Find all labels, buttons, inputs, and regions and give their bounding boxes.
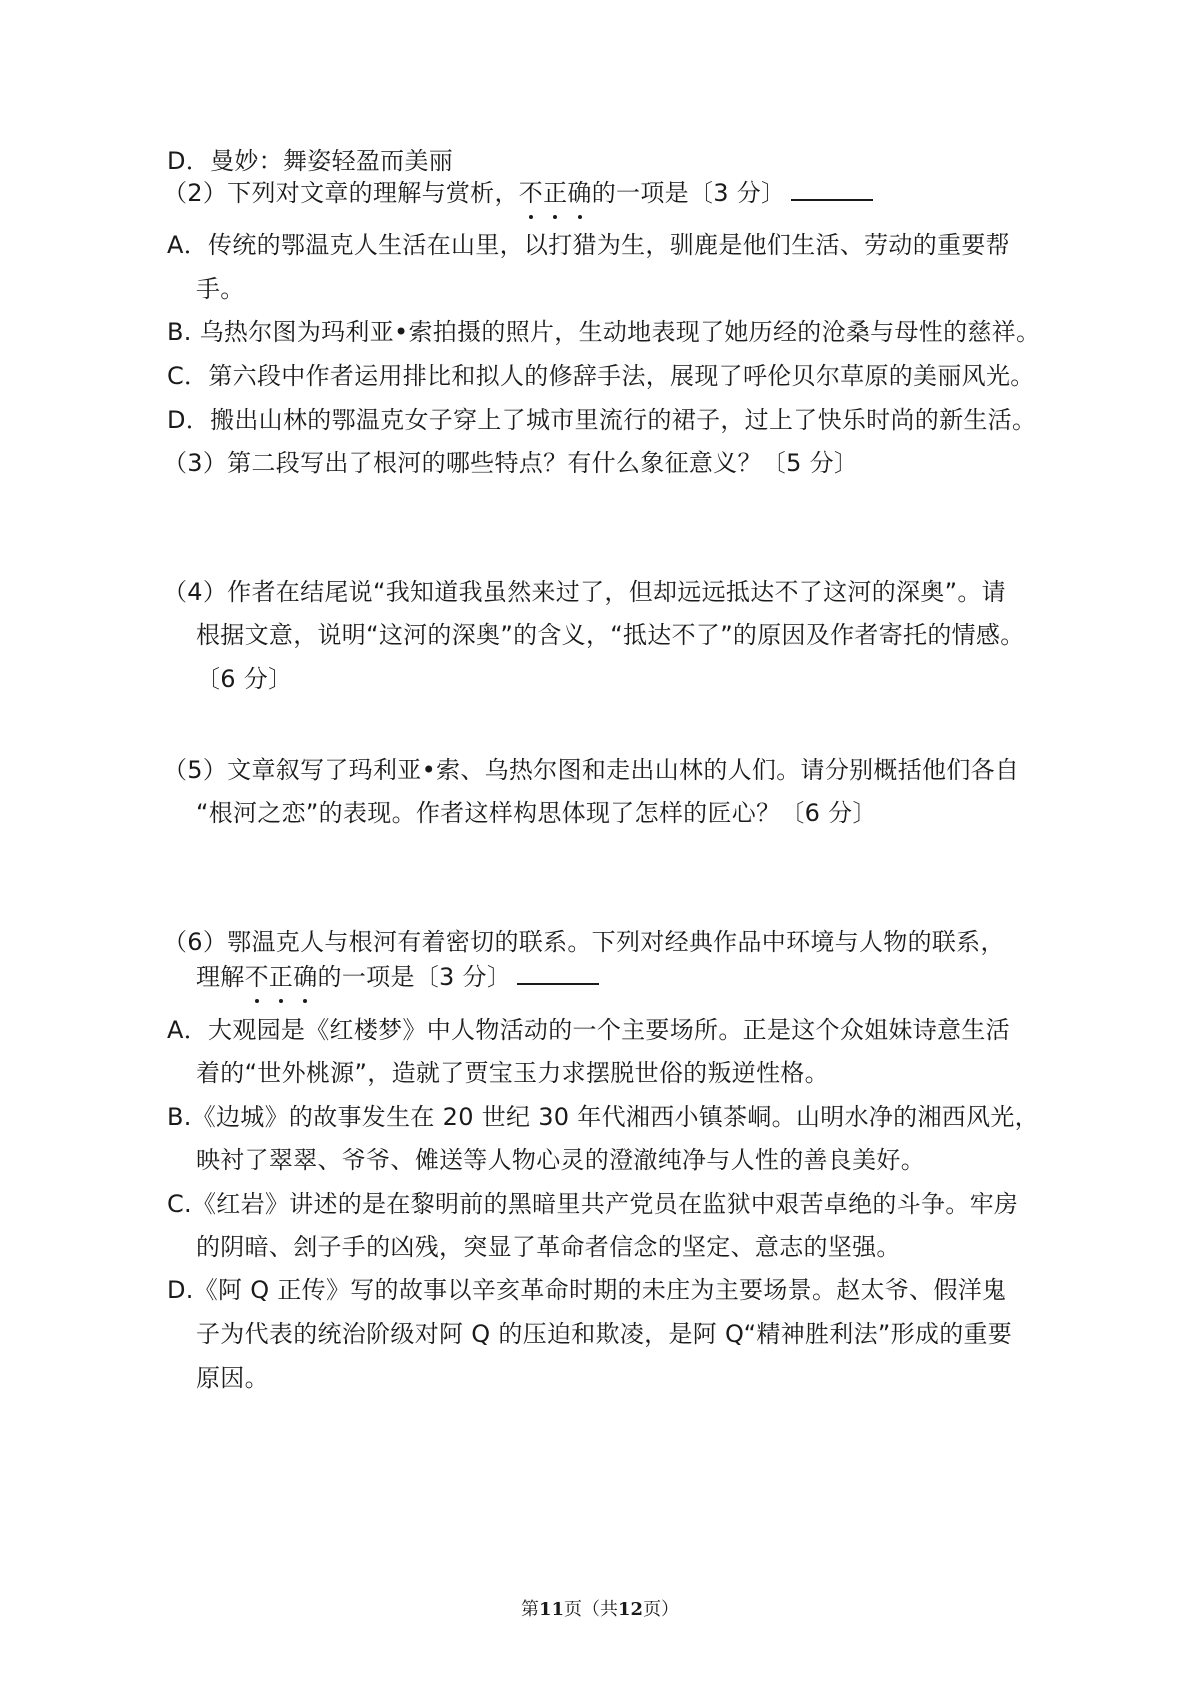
question-3-stem: （3）第二段写出了根河的哪些特点？有什么象征意义？〔5 分〕 [163, 449, 859, 477]
question-6-option-a: A．大观园是《红楼梦》中人物活动的一个主要场所。正是这个众姐妹诗意生活 [167, 1016, 1010, 1044]
question-6-option-d: D.《阿 Q 正传》写的故事以辛亥革命时期的未庄为主要场景。赵太爷、假洋鬼 [167, 1276, 1007, 1304]
emphasis-char: 不 [245, 960, 269, 994]
question-2-option-a-cont: 手。 [196, 275, 245, 303]
question-4-line-3: 〔6 分〕 [196, 665, 293, 693]
question-5-line-1: （5）文章叙写了玛利亚•索、乌热尔图和走出山林的人们。请分别概括他们各自 [163, 756, 1020, 784]
page-footer: 第11页（共12页） [520, 1599, 680, 1620]
emphasis-char: 正 [269, 960, 293, 994]
question-4-line-1: （4）作者在结尾说“我知道我虽然来过了，但却远远抵达不了这河的深奥”。请 [163, 578, 1006, 606]
answer-blank [791, 177, 873, 201]
option-d-text: D．曼妙：舞姿轻盈而美丽 [167, 147, 454, 175]
question-5-line-2: “根河之恋”的表现。作者这样构思体现了怎样的匠心？〔6 分〕 [196, 799, 877, 827]
question-6-option-a-cont: 着的“世外桃源”，造就了贾宝玉力求摆脱世俗的叛逆性格。 [196, 1059, 829, 1087]
emphasis-char: 确 [293, 960, 317, 994]
emphasis-char: 正 [543, 176, 567, 210]
question-6-option-b: B.《边城》的故事发生在 20 世纪 30 年代湘西小镇茶峒。山明水净的湘西风光， [167, 1103, 1039, 1131]
page-total: 12 [618, 1599, 644, 1620]
answer-blank [517, 961, 599, 985]
question-6-option-d-end: 原因。 [196, 1364, 269, 1392]
question-2-option-d: D．搬出山林的鄂温克女子穿上了城市里流行的裙子，过上了快乐时尚的新生活。 [167, 406, 1037, 434]
emphasis-char: 确 [567, 176, 591, 210]
question-2-option-c: C．第六段中作者运用排比和拟人的修辞手法，展现了呼伦贝尔草原的美丽风光。 [167, 362, 1035, 390]
question-6-option-c-cont: 的阴暗、刽子手的凶残，突显了革命者信念的坚定、意志的坚强。 [196, 1233, 901, 1261]
question-6-line-1: （6）鄂温克人与根河有着密切的联系。下列对经典作品中环境与人物的联系， [163, 928, 1005, 956]
page-number: 11 [538, 1599, 564, 1620]
question-4-line-2: 根据文意，说明“这河的深奥”的含义，“抵达不了”的原因及作者寄托的情感。 [196, 621, 1025, 649]
question-6-line-2: 理解不正确的一项是〔3 分〕 [196, 960, 599, 994]
question-6-option-c: C.《红岩》讲述的是在黎明前的黑暗里共产党员在监狱中艰苦卓绝的斗争。牢房 [167, 1190, 1019, 1218]
question-2-option-b: B. 乌热尔图为玛利亚•索拍摄的照片，生动地表现了她历经的沧桑与母性的慈祥。 [167, 318, 1041, 346]
question-2-option-a: A．传统的鄂温克人生活在山里，以打猎为生，驯鹿是他们生活、劳动的重要帮 [167, 231, 1010, 259]
question-6-option-b-cont: 映衬了翠翠、爷爷、傩送等人物心灵的澄澈纯净与人性的善良美好。 [196, 1146, 925, 1174]
emphasis-char: 不 [519, 176, 543, 210]
question-2-stem: （2）下列对文章的理解与赏析，不正确的一项是〔3 分〕 [163, 176, 873, 210]
question-6-option-d-cont: 子为代表的统治阶级对阿 Q 的压迫和欺凌，是阿 Q“精神胜利法”形成的重要 [196, 1320, 1013, 1348]
